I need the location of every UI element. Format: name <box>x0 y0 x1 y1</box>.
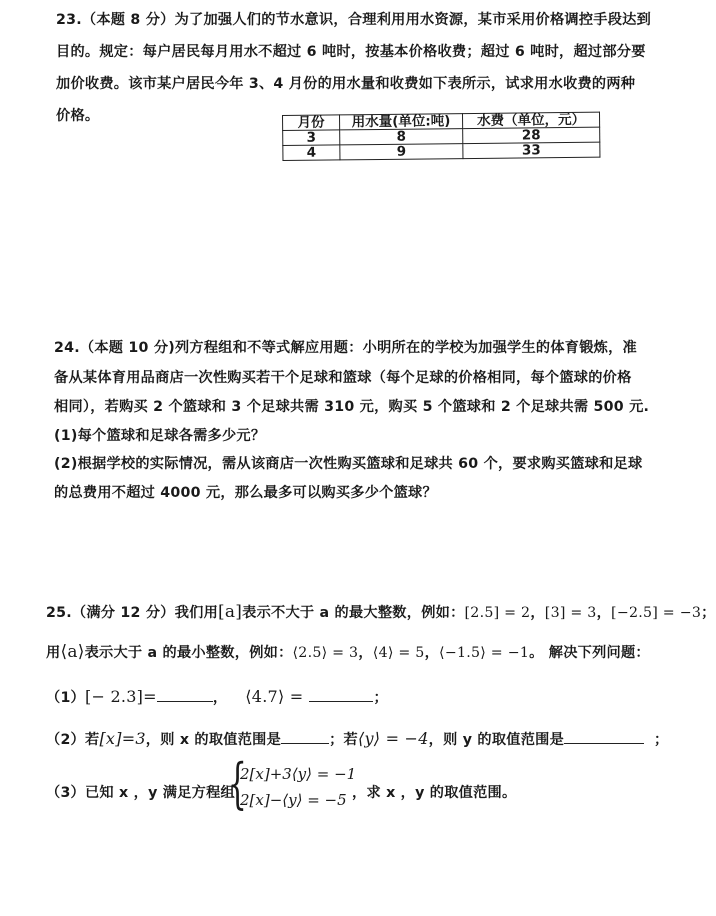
table-header-month: 月份 <box>283 115 340 131</box>
equation-1: 2[x]+3⟨y⟩ = −1 <box>240 765 357 783</box>
answer-blank[interactable] <box>281 728 329 744</box>
part-1-end: ； <box>373 690 388 706</box>
q25-intro-end: ； <box>701 605 716 621</box>
q25-intro2-prefix: 用 <box>46 645 61 661</box>
part-2-condition-2: ⟨y⟩ = −4 <box>357 729 429 748</box>
q25-part-2 <box>46 728 668 750</box>
q25-intro2-end: 。 解决下列问题： <box>529 645 650 661</box>
table-row <box>283 142 600 160</box>
table-cell: 28 <box>463 127 600 143</box>
q24-sub-question-2: (2)根据学校的实际情况，需从该商店一次性购买篮球和足球共 60 个，要求购买篮球和足球 <box>54 456 643 472</box>
part-2-condition-1: [x]=3 <box>99 729 146 748</box>
answer-blank[interactable] <box>309 686 373 702</box>
equation-system <box>228 752 357 815</box>
ceiling-example-2: ⟨4⟩ = 5 <box>372 645 425 661</box>
q24-line-1: 24.（本题 10 分)列方程组和不等式解应用题：小明所在的学校为加强学生的体育锻炼，准 <box>54 340 637 356</box>
q25-intro-prefix: 25.（满分 12 分）我们用 <box>46 605 219 621</box>
q25-intro-line-1: 25.（满分 12 分）我们用[a]表示不大于 a 的最大整数，例如：[2.5] = 2，[3] = 3，[−2.5] = −3； <box>46 602 716 622</box>
q24-sub-question-1: (1)每个篮球和足球各需多少元？ <box>54 428 266 444</box>
table-header-usage: 用水量(单位:吨) <box>340 114 463 130</box>
floor-symbol: [a] <box>218 602 243 622</box>
table-header-fee: 水费（单位，元） <box>462 112 599 128</box>
floor-example-2: [3] = 3 <box>544 605 597 621</box>
q24-line-3: 相同），若购买 2 个篮球和 3 个足球共需 310 元，购买 5 个篮球和 2 个足球共需 500 元. <box>54 399 650 415</box>
q23-line-2: 目的。规定：每户居民每月用水不超过 6 吨时，按基本价格收费；超过 6 吨时，超过部分要 <box>56 44 646 60</box>
q25-intro-mid: 表示不大于 a 的最大整数，例如： <box>242 605 465 621</box>
q24-line-6: 的总费用不超过 4000 元，那么最多可以购买多少个篮球？ <box>54 485 437 501</box>
q25-intro-line-2: 用⟨a⟩表示大于 a 的最小整数，例如：⟨2.5⟩ = 3，⟨4⟩ = 5，⟨−1.5⟩ = −1。 解决下列问题： <box>46 642 650 662</box>
equation-2: 2[x]−⟨y⟩ = −5 <box>240 791 347 809</box>
ceiling-example-1: ⟨2.5⟩ = 3 <box>292 645 359 661</box>
part-1-expr-2: ⟨4.7⟩ = <box>245 687 304 706</box>
part-2-end: ； <box>654 732 669 748</box>
water-fee-table <box>282 112 600 161</box>
q23-line-3: 加价收费。该市某户居民今年 3、4 月份的用水量和收费如下表所示，试求用水收费的两种 <box>56 76 636 92</box>
part-1-expr-1: [− 2.3]= <box>85 687 157 706</box>
answer-blank[interactable] <box>157 686 213 702</box>
answer-blank[interactable] <box>564 728 644 744</box>
table-cell: 9 <box>340 144 463 160</box>
part-2-sep: ；若 <box>329 732 358 748</box>
q23-line-4: 价格。 <box>56 108 100 124</box>
table-cell: 3 <box>283 130 340 146</box>
table-cell: 33 <box>463 142 600 158</box>
ceiling-example-3: ⟨−1.5⟩ = −1 <box>439 645 530 661</box>
q25-part-1 <box>46 686 388 708</box>
table-cell: 4 <box>283 145 340 161</box>
q23-line-1: 23.（本题 8 分）为了加强人们的节水意识，合理利用用水资源，某市采用价格调控手段达到 <box>56 12 652 28</box>
part-2-label: （2）若 <box>46 732 100 748</box>
floor-example-1: [2.5] = 2 <box>464 605 531 621</box>
table-cell: 8 <box>340 129 463 145</box>
q24-line-2: 备从某体育用品商店一次性购买若干个足球和篮球（每个足球的价格相同，每个篮球的价格 <box>54 370 632 386</box>
ceiling-symbol: ⟨a⟩ <box>60 642 85 662</box>
part-2-text-2: ，则 y 的取值范围是 <box>428 732 565 748</box>
q25-part-3-label: （3）已知 x ，y 满足方程组 <box>46 785 235 801</box>
q25-intro2-mid: 表示大于 a 的最小整数，例如： <box>84 645 293 661</box>
floor-example-3: [−2.5] = −3 <box>611 605 702 621</box>
q25-part-3-tail: ，求 x ，y 的取值范围。 <box>352 785 517 801</box>
table-header-row <box>283 112 600 130</box>
part-1-label: （1） <box>46 690 85 706</box>
brace-icon: { <box>228 752 247 815</box>
part-1-sep: ， <box>212 690 228 706</box>
part-2-text-1: ，则 x 的取值范围是 <box>145 732 282 748</box>
